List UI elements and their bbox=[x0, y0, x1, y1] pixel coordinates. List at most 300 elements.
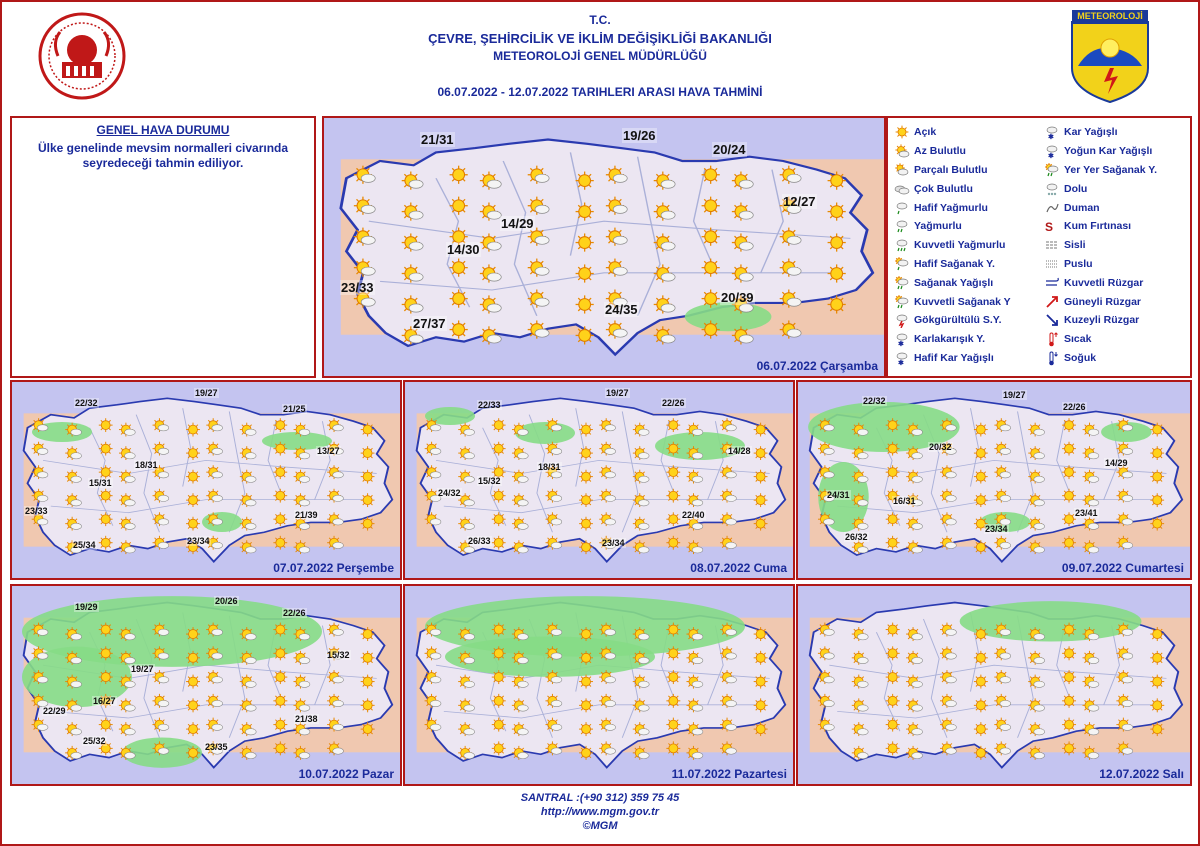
sun-icon bbox=[1150, 627, 1164, 641]
legend-item bbox=[1044, 179, 1157, 198]
sun-icon bbox=[1150, 698, 1164, 712]
legend-item bbox=[1044, 198, 1157, 217]
hot-thermometer-icon bbox=[1044, 331, 1060, 347]
temp-label: 19/27 bbox=[606, 388, 629, 398]
sun-icon bbox=[579, 746, 593, 760]
svg-text:✱: ✱ bbox=[1048, 153, 1054, 160]
temp-label: 19/29 bbox=[75, 602, 98, 612]
temp-label: 22/26 bbox=[283, 608, 306, 618]
light-snow-icon bbox=[894, 350, 910, 366]
sun-icon bbox=[579, 423, 593, 437]
sun-icon bbox=[886, 646, 900, 660]
thunderstorm-icon bbox=[894, 312, 910, 328]
temp-label: 13/27 bbox=[317, 446, 340, 456]
sun-icon bbox=[579, 698, 593, 712]
sun-icon bbox=[974, 722, 988, 736]
legend-item bbox=[894, 179, 1011, 198]
sun-icon bbox=[828, 202, 846, 220]
sun-icon bbox=[361, 698, 375, 712]
sun-icon bbox=[1062, 741, 1076, 755]
legend-right-column bbox=[1044, 123, 1157, 367]
sun-icon bbox=[579, 540, 593, 554]
sun-icon bbox=[576, 326, 594, 344]
day-label: 12.07.2022 Salı bbox=[1099, 767, 1184, 781]
temp-label: 23/34 bbox=[602, 538, 625, 548]
temp-label: 15/31 bbox=[89, 478, 112, 488]
sun-icon bbox=[579, 675, 593, 689]
sun-icon bbox=[1062, 489, 1076, 503]
sun-icon bbox=[186, 675, 200, 689]
sun-icon bbox=[886, 718, 900, 732]
legend-label: Duman bbox=[1064, 201, 1100, 214]
temp-label: 22/40 bbox=[682, 510, 705, 520]
sun-icon bbox=[450, 166, 468, 184]
header bbox=[0, 0, 1200, 112]
temp-label: 22/26 bbox=[662, 398, 685, 408]
day-label: 10.07.2022 Pazar bbox=[298, 767, 394, 781]
sun-icon bbox=[273, 489, 287, 503]
legend-item bbox=[1044, 255, 1157, 274]
sun-icon bbox=[828, 264, 846, 282]
sun-icon bbox=[886, 512, 900, 526]
sun-icon bbox=[492, 694, 506, 708]
sun-icon bbox=[702, 197, 720, 215]
turkey-map bbox=[405, 586, 793, 784]
sun-icon bbox=[1062, 623, 1076, 637]
legend-label: Parçalı Bulutlu bbox=[914, 163, 988, 176]
sun-icon bbox=[492, 646, 506, 660]
legend-item bbox=[894, 161, 1011, 180]
sun-icon bbox=[754, 446, 768, 460]
sun-icon bbox=[579, 627, 593, 641]
light-shower-icon bbox=[894, 256, 910, 272]
snow-icon bbox=[1044, 124, 1060, 140]
legend-item bbox=[1044, 292, 1157, 311]
legend-label: Soğuk bbox=[1064, 351, 1097, 364]
legend-item bbox=[1044, 217, 1157, 236]
sun-icon bbox=[186, 446, 200, 460]
turkey-map bbox=[405, 382, 793, 578]
temp-label: 18/31 bbox=[135, 460, 158, 470]
turkey-map bbox=[12, 586, 400, 784]
sun-icon bbox=[1150, 446, 1164, 460]
sun-icon bbox=[99, 489, 113, 503]
legend-item bbox=[1044, 311, 1157, 330]
sun-icon bbox=[579, 446, 593, 460]
sun-icon bbox=[576, 172, 594, 190]
sun-icon bbox=[754, 651, 768, 665]
sun-icon bbox=[702, 320, 720, 338]
day-label: 06.07.2022 Çarşamba bbox=[756, 359, 878, 373]
legend-item bbox=[1044, 330, 1157, 349]
rain-area bbox=[685, 302, 772, 331]
sun-icon bbox=[886, 442, 900, 456]
general-weather-panel bbox=[10, 116, 316, 378]
legend-item bbox=[1044, 142, 1157, 161]
sun-icon bbox=[754, 517, 768, 531]
sun-icon bbox=[186, 722, 200, 736]
sun-icon bbox=[273, 670, 287, 684]
temp-label: 21/39 bbox=[295, 510, 318, 520]
strong-wind-icon bbox=[1044, 275, 1060, 291]
sun-icon bbox=[1150, 423, 1164, 437]
legend-label: Sağanak Yağışlı bbox=[914, 276, 994, 289]
temp-label: 26/33 bbox=[468, 536, 491, 546]
sun-icon bbox=[1062, 646, 1076, 660]
general-weather-title: GENEL HAVA DURUMU bbox=[96, 123, 230, 137]
svg-text:✱: ✱ bbox=[898, 359, 904, 366]
sun-icon bbox=[702, 290, 720, 308]
heavy-snow-icon bbox=[1044, 143, 1060, 159]
sun-icon bbox=[666, 536, 680, 550]
legend-label: Kum Fırtınası bbox=[1064, 220, 1132, 233]
legend-item bbox=[894, 255, 1011, 274]
sun-icon bbox=[1062, 694, 1076, 708]
day-label: 08.07.2022 Cuma bbox=[690, 561, 787, 575]
sun-icon bbox=[974, 746, 988, 760]
legend-item bbox=[894, 273, 1011, 292]
legend-item bbox=[894, 292, 1011, 311]
sun-icon bbox=[99, 670, 113, 684]
temp-label: 20/32 bbox=[929, 442, 952, 452]
sun-icon bbox=[450, 197, 468, 215]
sun-icon bbox=[886, 694, 900, 708]
scattered-shower-icon bbox=[1044, 162, 1060, 178]
sun-icon bbox=[974, 423, 988, 437]
legend-item bbox=[1044, 349, 1157, 368]
day3-map-panel bbox=[403, 380, 795, 580]
temp-label: 23/33 bbox=[341, 280, 374, 295]
sun-icon bbox=[492, 718, 506, 732]
day4-map-panel bbox=[796, 380, 1192, 580]
temp-label: 23/33 bbox=[25, 506, 48, 516]
day1-map-panel bbox=[322, 116, 886, 378]
temp-label: 20/39 bbox=[721, 290, 754, 305]
legend-label: Kar Yağışlı bbox=[1064, 126, 1118, 139]
temp-label: 21/25 bbox=[283, 404, 306, 414]
sun-icon bbox=[361, 517, 375, 531]
day7-map-panel bbox=[796, 584, 1192, 786]
haze-icon bbox=[1044, 256, 1060, 272]
hail-icon bbox=[1044, 181, 1060, 197]
ministry-title: ÇEVRE, ŞEHİRCİLİK VE İKLİM DEĞİŞİKLİĞİ BAKANLIĞI bbox=[428, 31, 772, 46]
temp-label: 25/32 bbox=[83, 736, 106, 746]
sun-icon bbox=[1062, 536, 1076, 550]
legend-label: Açık bbox=[914, 126, 937, 139]
sun-icon bbox=[886, 741, 900, 755]
legend-item bbox=[894, 217, 1011, 236]
sun-icon bbox=[886, 536, 900, 550]
sun-icon bbox=[886, 623, 900, 637]
shower-icon bbox=[894, 275, 910, 291]
sun-icon bbox=[492, 489, 506, 503]
legend-label: Hafif Sağanak Y. bbox=[914, 257, 995, 270]
sun-icon bbox=[492, 418, 506, 432]
sun-icon bbox=[974, 470, 988, 484]
sun-icon bbox=[450, 290, 468, 308]
sun-icon bbox=[273, 623, 287, 637]
legend-label: Kuvvetli Sağanak Y bbox=[914, 295, 1011, 308]
sun-icon bbox=[273, 646, 287, 660]
legend-item bbox=[894, 330, 1011, 349]
sun-icon bbox=[702, 228, 720, 246]
sun-icon bbox=[1150, 675, 1164, 689]
sun-icon bbox=[754, 470, 768, 484]
sun-icon bbox=[361, 722, 375, 736]
sun-icon bbox=[894, 124, 910, 140]
sun-icon bbox=[99, 718, 113, 732]
temp-label: 22/32 bbox=[75, 398, 98, 408]
sun-icon bbox=[99, 536, 113, 550]
header-line-tc: T.C. bbox=[589, 13, 611, 27]
sun-icon bbox=[1150, 722, 1164, 736]
sun-icon bbox=[576, 264, 594, 282]
smoke-icon bbox=[1044, 200, 1060, 216]
sun-icon bbox=[886, 465, 900, 479]
sun-icon bbox=[361, 651, 375, 665]
turkey-map bbox=[12, 382, 400, 578]
legend-item bbox=[894, 123, 1011, 142]
turkey-map bbox=[324, 118, 884, 376]
sun-icon bbox=[1150, 651, 1164, 665]
turkey-map bbox=[798, 586, 1190, 784]
footer-url[interactable]: http://www.mgm.gov.tr bbox=[540, 806, 660, 818]
temp-label: 14/30 bbox=[447, 242, 480, 257]
legend-label: Puslu bbox=[1064, 257, 1093, 270]
sun-icon bbox=[754, 627, 768, 641]
legend-item bbox=[894, 349, 1011, 368]
temp-label: 12/27 bbox=[783, 194, 816, 209]
temp-label: 22/33 bbox=[478, 400, 501, 410]
legend-item bbox=[1044, 123, 1157, 142]
sun-icon bbox=[186, 746, 200, 760]
temp-label: 16/31 bbox=[893, 496, 916, 506]
heavy-shower-icon bbox=[894, 294, 910, 310]
sun-icon bbox=[974, 446, 988, 460]
sun-icon bbox=[828, 233, 846, 251]
sun-icon bbox=[974, 698, 988, 712]
temp-label: 14/29 bbox=[501, 216, 534, 231]
forecast-period-title: 06.07.2022 - 12.07.2022 TARIHLERI ARASI HAVA TAHMİNİ bbox=[437, 85, 763, 99]
sun-icon bbox=[1062, 442, 1076, 456]
legend-label: Hafif Yağmurlu bbox=[914, 201, 988, 214]
temp-label: 22/26 bbox=[1063, 402, 1086, 412]
sun-icon bbox=[492, 512, 506, 526]
temp-label: 19/26 bbox=[623, 128, 656, 143]
temp-label: 19/27 bbox=[1003, 390, 1026, 400]
sun-icon bbox=[886, 418, 900, 432]
legend-label: Karlakarışık Y. bbox=[914, 333, 986, 346]
day5-map-panel bbox=[10, 584, 402, 786]
temp-label: 15/32 bbox=[327, 650, 350, 660]
turkey-map bbox=[798, 382, 1190, 578]
sun-icon bbox=[666, 670, 680, 684]
sun-icon bbox=[702, 166, 720, 184]
legend-item bbox=[1044, 273, 1157, 292]
heavy-rain-icon bbox=[894, 237, 910, 253]
sun-icon bbox=[492, 670, 506, 684]
sun-icon bbox=[702, 259, 720, 277]
legend-label: Sıcak bbox=[1064, 333, 1092, 346]
sun-icon bbox=[361, 470, 375, 484]
legend-label: Kuvvetli Yağmurlu bbox=[914, 239, 1006, 252]
sun-icon bbox=[579, 722, 593, 736]
sun-icon bbox=[579, 651, 593, 665]
sun-icon bbox=[666, 718, 680, 732]
day6-map-panel bbox=[403, 584, 795, 786]
day-label: 09.07.2022 Cumartesi bbox=[1061, 561, 1184, 575]
legend-label: Çok Bulutlu bbox=[914, 182, 973, 195]
south-wind-arrow-icon bbox=[1044, 294, 1060, 310]
temp-label: 19/27 bbox=[195, 388, 218, 398]
sun-icon bbox=[666, 418, 680, 432]
cold-thermometer-icon bbox=[1044, 350, 1060, 366]
temp-label: 24/35 bbox=[605, 302, 638, 317]
sun-icon bbox=[492, 623, 506, 637]
sun-icon bbox=[828, 295, 846, 313]
sun-icon bbox=[273, 536, 287, 550]
rain-icon bbox=[894, 218, 910, 234]
legend-label: Dolu bbox=[1064, 182, 1088, 195]
sun-icon bbox=[974, 493, 988, 507]
sun-icon bbox=[361, 446, 375, 460]
sun-icon bbox=[666, 512, 680, 526]
legend-left-column bbox=[894, 123, 1011, 367]
sun-icon bbox=[99, 442, 113, 456]
sun-icon bbox=[361, 493, 375, 507]
temp-label: 14/29 bbox=[1105, 458, 1128, 468]
sun-icon bbox=[186, 627, 200, 641]
sun-icon bbox=[1062, 418, 1076, 432]
sun-icon bbox=[974, 540, 988, 554]
temp-label: 14/28 bbox=[728, 446, 751, 456]
mgm-logo-text: METEOROLOJİ bbox=[1077, 11, 1143, 21]
sun-icon bbox=[579, 517, 593, 531]
temp-label: 21/38 bbox=[295, 714, 318, 724]
temp-label: 27/37 bbox=[413, 316, 446, 331]
sun-icon bbox=[450, 320, 468, 338]
sun-icon bbox=[99, 646, 113, 660]
sun-small-cloud-icon bbox=[894, 143, 910, 159]
temp-label: 23/34 bbox=[187, 536, 210, 546]
legend-label: Hafif Kar Yağışlı bbox=[914, 351, 994, 364]
day-label: 11.07.2022 Pazartesi bbox=[671, 767, 787, 781]
day-label: 07.07.2022 Perşembe bbox=[273, 561, 394, 575]
sun-icon bbox=[579, 470, 593, 484]
sun-icon bbox=[1062, 670, 1076, 684]
directorate-title: METEOROLOJİ GENEL MÜDÜRLÜĞÜ bbox=[493, 49, 707, 63]
svg-text:✱: ✱ bbox=[1048, 134, 1054, 141]
legend-item bbox=[1044, 236, 1157, 255]
sun-icon bbox=[754, 675, 768, 689]
sun-icon bbox=[273, 512, 287, 526]
sun-icon bbox=[361, 627, 375, 641]
sun-icon bbox=[754, 722, 768, 736]
temp-label: 25/34 bbox=[73, 540, 96, 550]
sun-icon bbox=[974, 651, 988, 665]
sun-icon bbox=[273, 442, 287, 456]
sun-icon bbox=[186, 517, 200, 531]
sun-icon bbox=[754, 423, 768, 437]
temp-label: 15/32 bbox=[478, 476, 501, 486]
svg-text:S: S bbox=[1045, 220, 1054, 235]
legend-item bbox=[894, 198, 1011, 217]
sun-icon bbox=[273, 465, 287, 479]
sun-icon bbox=[186, 423, 200, 437]
legend-item bbox=[894, 142, 1011, 161]
rain-area bbox=[960, 601, 1142, 641]
sun-icon bbox=[99, 623, 113, 637]
sun-icon bbox=[754, 698, 768, 712]
sun-icon bbox=[99, 512, 113, 526]
temp-label: 20/26 bbox=[215, 596, 238, 606]
legend-label: Yer Yer Sağanak Y. bbox=[1064, 163, 1158, 176]
sun-cloud-icon bbox=[894, 162, 910, 178]
legend-panel bbox=[886, 116, 1192, 378]
sun-icon bbox=[99, 465, 113, 479]
temp-label: 20/24 bbox=[713, 142, 746, 157]
sun-icon bbox=[492, 442, 506, 456]
temp-label: 22/29 bbox=[43, 706, 66, 716]
sun-icon bbox=[579, 493, 593, 507]
sun-icon bbox=[666, 741, 680, 755]
mgm-logo-icon bbox=[1070, 8, 1150, 103]
sun-icon bbox=[666, 489, 680, 503]
sun-icon bbox=[666, 646, 680, 660]
sun-icon bbox=[273, 741, 287, 755]
sun-icon bbox=[974, 675, 988, 689]
sun-icon bbox=[361, 423, 375, 437]
temp-label: 22/32 bbox=[863, 396, 886, 406]
sun-icon bbox=[1150, 517, 1164, 531]
legend-label: Güneyli Rüzgar bbox=[1064, 295, 1142, 308]
sleet-icon bbox=[894, 331, 910, 347]
fog-icon bbox=[1044, 237, 1060, 253]
legend-label: Yağmurlu bbox=[914, 220, 962, 233]
sun-icon bbox=[273, 418, 287, 432]
svg-text:✱: ✱ bbox=[898, 341, 904, 348]
legend-label: Gökgürültülü S.Y. bbox=[914, 314, 1002, 327]
sun-icon bbox=[361, 675, 375, 689]
day2-map-panel bbox=[10, 380, 402, 580]
sun-icon bbox=[186, 698, 200, 712]
sun-icon bbox=[666, 442, 680, 456]
legend-label: Sisli bbox=[1064, 239, 1086, 252]
cloud-icon bbox=[894, 181, 910, 197]
temp-label: 21/31 bbox=[421, 132, 454, 147]
sun-icon bbox=[828, 172, 846, 190]
sun-icon bbox=[1150, 493, 1164, 507]
legend-item bbox=[894, 311, 1011, 330]
sun-icon bbox=[576, 202, 594, 220]
footer-phone: SANTRAL :(+90 312) 359 75 45 bbox=[520, 792, 680, 804]
sun-icon bbox=[186, 470, 200, 484]
temp-label: 23/41 bbox=[1075, 508, 1098, 518]
temp-label: 24/32 bbox=[438, 488, 461, 498]
light-rain-icon bbox=[894, 200, 910, 216]
sun-icon bbox=[666, 623, 680, 637]
temp-label: 19/27 bbox=[131, 664, 154, 674]
general-weather-text: Ülke genelinde mevsim normalleri civarında seyredeceği tahmin ediliyor. bbox=[37, 141, 289, 170]
sun-icon bbox=[1150, 470, 1164, 484]
temp-label: 24/31 bbox=[827, 490, 850, 500]
north-wind-arrow-icon bbox=[1044, 312, 1060, 328]
temp-label: 23/34 bbox=[985, 524, 1008, 534]
sun-icon bbox=[99, 418, 113, 432]
sun-icon bbox=[666, 694, 680, 708]
sun-icon bbox=[492, 741, 506, 755]
sandstorm-icon bbox=[1044, 218, 1060, 234]
